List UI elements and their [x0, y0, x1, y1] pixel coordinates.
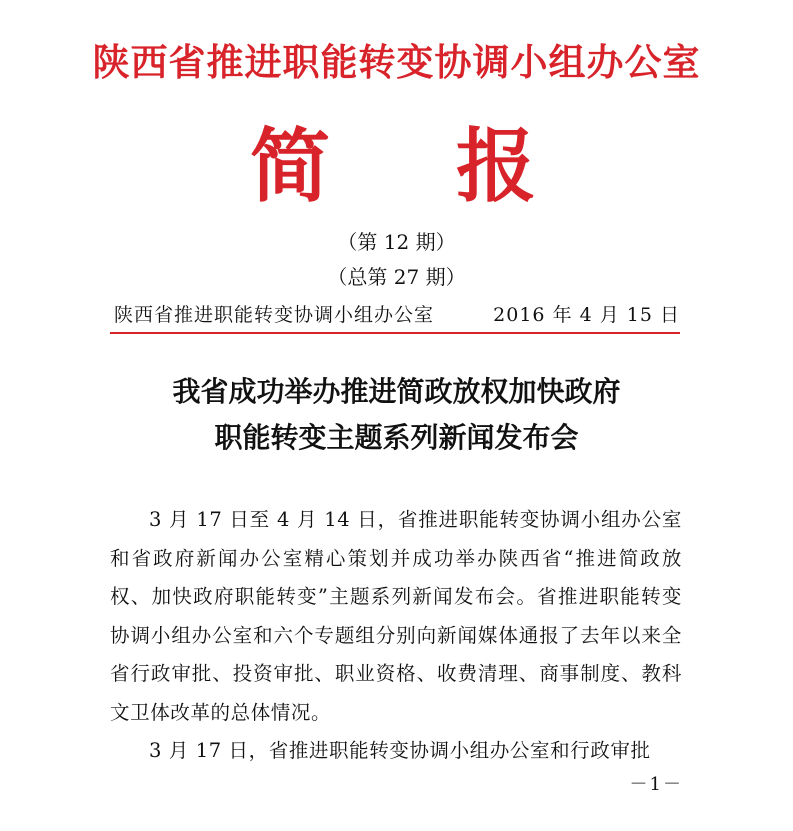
- article-title-line-2: 职能转变主题系列新闻发布会: [214, 421, 579, 454]
- brief-title: [0, 118, 793, 214]
- meta-date: 2016 年 4 月 15 日: [493, 304, 680, 326]
- issue-number: （第 12 期）: [337, 230, 456, 254]
- paragraph: 3 月 17 日至 4 月 14 日，省推进职能转变协调小组办公室和省政府新闻办公室精心策划并成功举办陕西省“推进简政放权、加快政府职能转变”主题系列新闻发布会。省推进职能转变协调小组办公室和六个专题组分别向新闻媒体通报了去年以来全省行政审批、投资审批、职业资格、收费清理、商事制度、教科文卫体改革的总体情况。: [110, 508, 682, 724]
- issuing-office-header: 陕西省推进职能转变协调小组办公室: [92, 40, 701, 84]
- page-number: －1－: [629, 774, 683, 795]
- brief-title-char-2: 报: [456, 119, 536, 213]
- article-body: [110, 501, 682, 771]
- article-title-line-1: 我省成功举办推进简政放权加快政府: [172, 375, 621, 408]
- red-divider: [110, 332, 680, 334]
- issue-total-number: （总第 27 期）: [327, 265, 466, 289]
- paragraph: 3 月 17 日，省推进职能转变协调小组办公室和行政审批: [149, 739, 651, 762]
- meta-org: 陕西省推进职能转变协调小组办公室: [114, 304, 435, 326]
- brief-title-char-1: 简: [250, 119, 330, 213]
